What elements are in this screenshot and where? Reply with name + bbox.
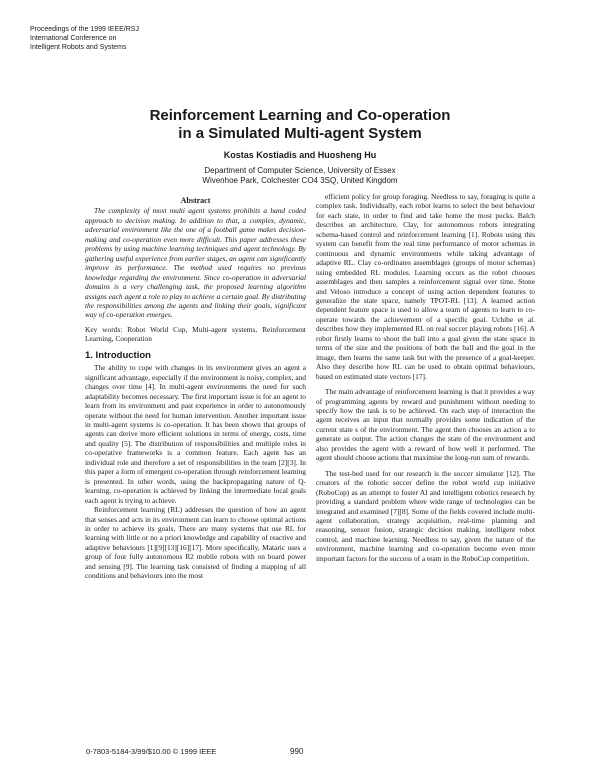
keywords: Key words: Robot World Cup, Multi-agent systems, Reinforcement Learning, Cooperation [85,324,306,344]
right-paragraph-3: The test-bed used for our research is the soccer simulator [12]. The creators of the robotic soccer define the robot world cup initiative (RoboCup) as an attempt to foster AI and intelligent robotics research by providing a standard problem where wide range of technologies can be integrated and examined [7][8]. Some of the fields covered include multi-agent collaboration, strategy acquisition, real-time planning and reasoning, sensor fusion, strategic decision making, intelligent robot control, and machine learning. Needless to say, given the nature of the environment, machine learning and co-operation become even more important factors for the success of a team in the RoboCup competition. [316,468,535,563]
proceedings-header [30,25,190,52]
page-number: 990 [290,747,304,756]
title-line-1: Reinforcement Learning and Co-operation [149,107,451,124]
abstract-heading: Abstract [180,196,211,205]
affiliation-line-1: Department of Computer Science, University of Essex [204,166,396,175]
proceedings-line: Intelligent Robots and Systems [30,44,127,51]
intro-paragraph-2: Reinforcement learning (RL) addresses the question of how an agent that senses and acts in its environment can learn to choose optimal actions in order to achieve its goals. There are many systems that use RL for learning with little or no a priori knowledge and capability of reactive and adaptive behaviours [1][9][13][16][17]. More specifically, Mataric uses a group of four fully autonomous R2 mobile robots with on board power and sensing [9]. The learning task consisted of finding a mapping of all conditions and behaviours into the most [85,505,306,581]
right-paragraph-1: efficient policy for group foraging. Needless to say, foraging is quite a complex task. Individually, each robot learns to select the best behaviour for each state, in order to find and take home the most pucks. Balch describes an architecture, Clay, for autonomous robots integrating schema-based control and reinforcement learning [1]. Robots using this system can benefit from the real time performance of motor schemas in continuous and dynamic environments while taking advantage of adaptive RL. Clay co-ordinates assemblages (groups of motor schemas) using embedded RL modules. Learning occurs as the robot chooses assemblages and then samples a reinforcement signal over time. Stone and Veloso introduce a concept of using action dependent features to generalize the state space, namely TPOT-RL [13]. A learned action dependent feature space is used to allow a team of agents to learn to co-operate towards the achievement of a specific goal. Uchibe et al. describes how they implemented RL on real soccer playing robots [16]. A robot firstly learns to shoot the ball into a goal given the state space in terms of the size and the positions of both the ball and the goal in the image, then learns the same task but with the presence of a goal-keeper. Also they describe how RL can be used to obtain optimal behaviours, based on estimated state vectors [17]. [316,192,535,381]
section-heading-introduction: 1. Introduction [85,349,151,361]
affiliation [0,166,600,186]
left-column [85,196,306,581]
intro-paragraph-1: The ability to cope with changes in its environment gives an agent a significant advantage, especially if the environment is noisy, complex, and changes over time [4]. In multi-agent environments the need for such adaptability becomes necessary. The first important issue is for an agent to learn from its environment and past experience in order to autonomously operate without the need for human intervention. Another important issue in multi-agent systems is co-operation. It has been shown that groups of agents can derive more efficient solutions in terms of energy, costs, time and quality [5]. The distribution of responsibilities and multiple roles in co-operative frameworks is a common feature. Each agent has an individual role and therefore a set of responsibilities in the team [2][3]. In this paper a form of emergent co-operation through reinforcement learning is presented. In other words, using the backpropagating nature of Q-learning, co-operation is achieved by linking the intermediate local goals each agent is trying to achieve. [85,363,306,505]
right-paragraph-2: The main advantage of reinforcement learning is that it provides a way of programming agents by reward and punishment without needing to specify how the task is to be achieved. On each step of interaction the agent receives an input that normally provides some indication of the current state s of the environment. The agent then chooses an action a to generate as output. The action changes the state of the environment and also provides the agent with a reward of how well it performed. The agent should choose actions that maximise the long-run sum of rewards. [316,387,535,463]
copyright-line: 0-7803-5184-3/99/$10.00 © 1999 IEEE [86,747,217,756]
authors: Kostas Kostiadis and Huosheng Hu [223,150,377,160]
abstract-text: The complexity of most multi agent systems prohibits a hand coded approach to decision making. In addition to that, a complex, dynamic, adversarial environment like the one of a football game makes decision-making and co-operation even more difficult. This paper addresses these problems by using machine learning techniques and agent technology. By gathering useful experience from earlier stages, an agent can significantly improve its performance. The method used requires no previous knowledge regarding the environment. Since co-operation in adversarial domains is a very challenging task, the proposed learning algorithm assigns each agent a role to play to achieve a certain goal. By distributing the responsibilities among the agents and linking their goals, significant way of co-operation emerges. [85,206,306,320]
proceedings-line: International Conference on [30,35,117,42]
proceedings-line: Proceedings of the 1999 IEEE/RSJ [30,26,139,33]
affiliation-line-2: Wivenhoe Park, Colchester CO4 3SQ, United Kingdom [202,176,398,185]
title-line-2: in a Simulated Multi-agent System [178,125,422,142]
right-column [316,192,535,569]
paper-title [0,107,600,143]
